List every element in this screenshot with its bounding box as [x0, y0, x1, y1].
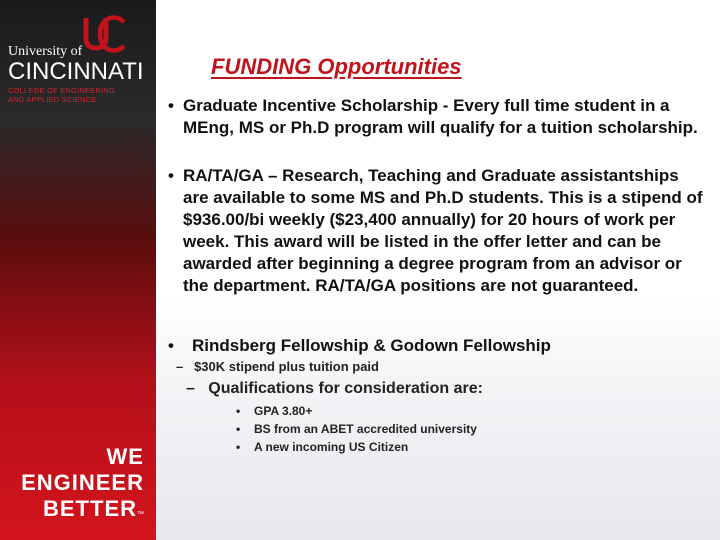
bullet-line: awarded after beginning a degree program from an advisor or — [183, 254, 682, 273]
bullet-marker: • — [236, 404, 241, 418]
bullet-line: RA/TA/GA – Research, Teaching and Graduate assistantships — [183, 166, 679, 185]
bullet-line: Rindsberg Fellowship & Godown Fellowship — [192, 336, 551, 355]
criteria-text: BS from an ABET accredited university — [254, 422, 477, 436]
bullet-assistantships — [166, 165, 716, 297]
bullet-marker: • — [168, 336, 174, 355]
dash-marker: – — [176, 359, 184, 374]
tagline-line-2: ENGINEER — [21, 470, 144, 495]
university-name: CINCINNATI — [8, 58, 144, 85]
university-of-label: University of — [8, 44, 83, 59]
sub-item-stipend — [176, 359, 379, 374]
bullet-line: week. This award will be listed in the offer letter and can be — [183, 232, 662, 251]
criteria-item — [236, 438, 477, 456]
college-line-2: AND APPLIED SCIENCE — [8, 95, 97, 104]
tagline-line-1: WE — [106, 444, 144, 469]
criteria-item — [236, 402, 477, 420]
bullet-line: Graduate Incentive Scholarship - Every full time student in a — [183, 96, 670, 115]
sub-item-qualifications — [186, 380, 483, 398]
criteria-text: A new incoming US Citizen — [254, 440, 409, 454]
stipend-text: $30K stipend plus tuition paid — [194, 359, 379, 374]
bullet-line: $936.00/bi weekly ($23,400 annually) for 20 hours of work per — [183, 210, 676, 229]
tagline-better: BETTER — [43, 496, 137, 521]
sidebar — [0, 0, 156, 540]
trademark-symbol: ™ — [137, 511, 144, 518]
bullet-line: the department. RA/TA/GA positions are not guaranteed. — [183, 276, 639, 295]
criteria-item — [236, 420, 477, 438]
bullet-scholarship — [166, 95, 716, 139]
tagline-line-3 — [8, 496, 144, 528]
college-name — [8, 86, 115, 104]
bullet-line: are available to some MS and Ph.D students. This is a stipend of — [183, 188, 703, 207]
bullet-marker: • — [168, 96, 174, 115]
slide-title: FUNDING Opportunities — [211, 54, 462, 79]
uc-logo-icon — [80, 14, 128, 54]
bullet-fellowships — [166, 335, 716, 357]
criteria-list — [236, 402, 477, 456]
bullet-marker: • — [236, 422, 241, 436]
tagline — [8, 444, 144, 528]
bullet-line: MEng, MS or Ph.D program will qualify for a tuition scholarship. — [183, 118, 698, 137]
college-line-1: COLLEGE OF ENGINEERING — [8, 86, 115, 95]
dash-marker: – — [186, 380, 195, 397]
bullet-marker: • — [168, 166, 174, 185]
criteria-text: GPA 3.80+ — [254, 404, 313, 418]
bullet-marker: • — [236, 440, 241, 454]
qualifications-text: Qualifications for consideration are: — [208, 380, 483, 397]
